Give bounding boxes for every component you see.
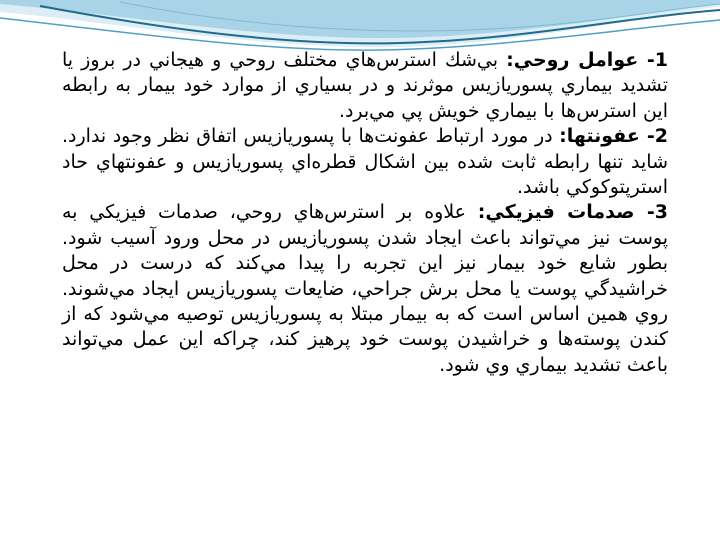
body-infections: در مورد ارتباط عفونت‌ها با پسوريازيس اتفاق نظر وجود ندارد. شايد تنها رابطه ثابت شده بين اشكال قطره‌اي پسوريازيس و عفونتهاي حاد استرپتوكوكي باشد. (62, 125, 668, 199)
heading-physical-trauma: 3- صدمات فيزيكي: (477, 201, 668, 224)
body-mental-factors: بي‌شك استرس‌هاي مختلف روحي و هيجاني در بروز يا تشديد بيماري پسوريازيس موثرند و در بسياري از موارد خود بيمار به رابطه اين استرس‌ها با بيماري خويش پي مي‌برد. (62, 49, 668, 122)
paragraph-mental-factors (62, 48, 668, 124)
paragraph-infections (62, 124, 668, 200)
paragraph-physical-trauma (62, 200, 668, 378)
body-physical-trauma: علاوه بر استرس‌هاي روحي، صدمات فيزيكي به پوست نيز مي‌تواند باعث ايجاد شدن پسوريازيس در محل ورود آسيب شود. بطور شايع خود بيمار نيز اين تجربه را پيدا مي‌كند كه درست در محل خراشيدگي پوست يا محل برش جراحي، ضايعات پسوريازيس ايجاد مي‌شوند. روي همين اساس است كه به بيمار مبتلا به پسوريازيس توصيه مي‌شود كه از كندن پوسته‌ها و خراشيدن پوست خود پرهيز كند، چراكه اين عمل مي‌تواند باعث تشديد بيماري وي شود. (62, 201, 668, 376)
heading-infections: 2- عفونتها: (559, 125, 669, 148)
heading-mental-factors: 1- عوامل روحي: (506, 49, 668, 71)
slide-text-body (62, 48, 668, 378)
